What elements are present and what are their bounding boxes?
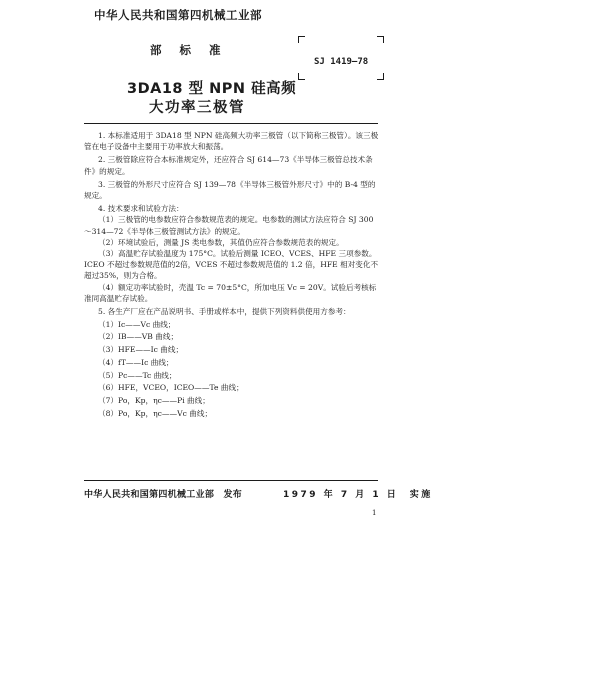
list-item: （1）Ic——Vc 曲线； [98,319,176,329]
clause-5: 5. 各生产厂应在产品说明书、手册或样本中，提供下列资料供使用方参考： [98,307,351,317]
list-item: （8）Po，Kp，ηc——Vc 曲线； [98,408,213,418]
top-divider [84,123,378,124]
document-title-line1: 3DA18 型 NPN 硅高频 [127,81,297,97]
list-item: （4）fT——Ic 曲线； [98,357,174,367]
list-item: （2）IB——VB 曲线； [98,332,179,342]
curve-list [84,319,380,419]
clause-4-2: （2）环境试验后，测量 JS 类电参数，其值仍应符合参数规范表的规定。 [98,237,344,247]
clause-1: 1. 本标准适用于 3DA18 型 NPN 硅高频大功率三极管（以下简称三极管）。该三极管在电子设备中主要用于功率放大和振荡。 [84,131,379,152]
document-body [84,130,380,420]
standard-code-box [298,36,384,80]
list-item: （7）Po，Kp，ηc——Pi 曲线； [98,395,210,405]
effective-date: 1979 年 7 月 1 日 实施 [283,490,433,500]
clause-4-4: （4）额定功率试验时，壳温 Tc = 70±5°C，所加电压 Vc = 20V。试验后考核标准同高温贮存试验。 [84,282,377,303]
clause-4-1: （1）三极管的电参数应符合参数规范表的规定。电参数的测试方法应符合 SJ 300～314—72《半导体三极管测试方法》的规定。 [84,215,374,236]
issuer-line: 中华人民共和国第四机械工业部 发布 [84,490,243,500]
list-item: （5）Pc——Tc 曲线； [98,370,177,380]
standard-code: SJ 1419—78 [314,57,369,67]
standard-type-label: 部标准 [150,43,239,57]
list-item: （6）HFE，VCEO，ICEO——Te 曲线； [98,383,244,393]
list-item: （3）HFE——Ic 曲线； [98,345,184,355]
page-number: 1 [372,509,377,517]
clause-2: 2. 三极管除应符合本标准规定外，还应符合 SJ 614—73《半导体三极管总技术条件》的规定。 [84,155,373,176]
ministry-header: 中华人民共和国第四机械工业部 [94,8,262,22]
clause-4: 4. 技术要求和试验方法： [98,204,184,214]
clause-4-3: （3）高温贮存试验温度为 175°C。试验后测量 ICEO、VCES、HFE 三项参数。ICEO 不超过参数规范值的2倍，VCES 不超过参数规范值的 1.2 倍，HFE 相对变化不超过35%，则为合格。 [84,249,379,281]
clause-3: 3. 三极管的外形尺寸应符合 SJ 139—78《半导体三极管外形尺寸》中的 B-4 型的规定。 [84,179,376,201]
document-title-line2: 大功率三极管 [149,100,245,116]
bottom-divider [84,480,378,481]
